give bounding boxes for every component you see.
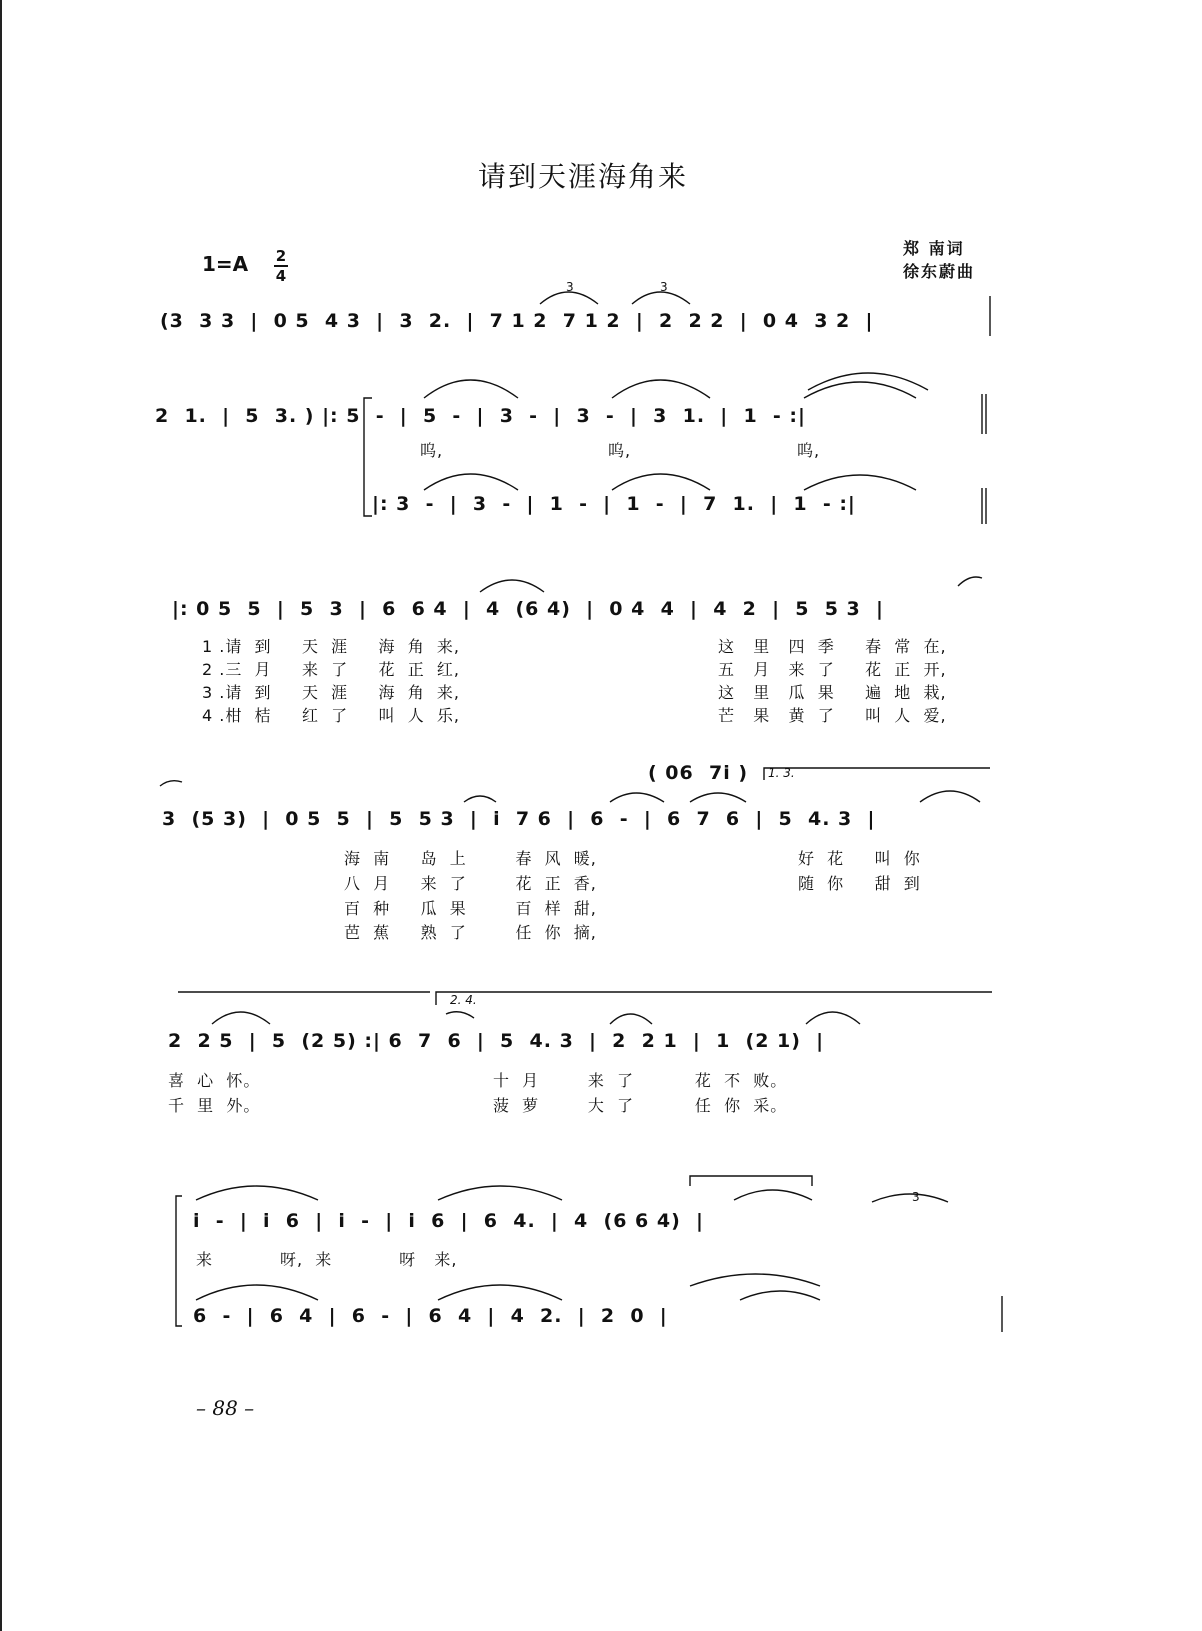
system6-upper-notes: i - | i 6 | i - | i 6 | 6 4. | 4 (6 6 4) | [193,1210,704,1232]
triplet-marker: 3 [566,280,574,294]
system2-lower-notes: |: 3 - | 3 - | 1 - | 1 - | 7 1. | 1 - :| [372,493,856,515]
slur-mark [958,577,982,586]
lyricist-credit: 郑 南词 [903,239,965,258]
verse-lyric: 3 .请 到 天 涯 海 角 来, [202,683,460,702]
verse-lyric: 2 .三 月 来 了 花 正 红, [202,660,460,679]
slur-mark [212,1012,270,1024]
slur-mark [540,292,598,304]
composer-credit: 徐东蔚曲 [903,262,976,281]
lyric-text: 呜, [797,441,821,460]
song-title: 请到天涯海角来 [478,160,689,193]
slur-mark [612,474,710,490]
intro-notes: ( 06 7i ) [648,762,748,784]
slur-mark [160,781,182,786]
slur-mark [610,1014,652,1024]
volta-line [436,992,992,1005]
verse-lyric: 芒 果 黄 了 叫 人 爱, [718,706,947,725]
volta-label: 1. 3. [768,766,795,780]
slur-mark [438,1285,562,1300]
slur-mark [740,1291,820,1300]
slur-mark [446,1012,474,1018]
verse-lyric: 1 .请 到 天 涯 海 角 来, [202,637,460,656]
verse-lyric: 这 里 瓜 果 遍 地 栽, [718,683,947,702]
slur-mark [424,474,518,490]
system-bracket [176,1196,182,1326]
slur-mark [612,380,710,398]
slur-mark [804,382,916,398]
slur-mark [438,1186,562,1200]
verse-lyric: 这 里 四 季 春 常 在, [718,637,947,656]
verse-lyric: 菠 萝 大 了 任 你 采。 [493,1096,788,1115]
slur-mark [734,1190,812,1200]
slur-mark [804,475,916,490]
slur-mark [610,793,664,802]
slur-mark [196,1186,318,1200]
system-bracket [364,398,372,516]
lyric-text: 来 呀, 来 呀 来, [196,1250,458,1269]
triplet-marker: 3 [660,280,668,294]
page-number: – 88 – [196,1396,255,1420]
verse-lyric: 百 种 瓜 果 百 样 甜, [344,899,597,918]
slur-mark [464,796,496,802]
system6-lower-notes: 6 - | 6 4 | 6 - | 6 4 | 4 2. | 2 0 | [193,1305,668,1327]
system1-notes: (3 3 3 | 0 5 4 3 | 3 2. | 7 1 2 7 1 2 | 2 2 2 | 0 4 3 2 | [160,310,874,332]
verse-lyric: 芭 蕉 熟 了 任 你 摘, [344,923,597,942]
system5-notes: 2 2 5 | 5 (2 5) :| 6 7 6 | 5 4. 3 | 2 2 1 | 1 (2 1) | [168,1030,825,1052]
key-signature: 1=A [202,252,249,276]
volta-label: 2. 4. [450,993,477,1007]
tie-mark [690,1176,812,1186]
slur-mark [920,791,980,802]
slur-mark [806,1012,860,1024]
slur-mark [424,380,518,398]
verse-lyric: 喜 心 怀。 [168,1071,261,1090]
slur-mark [632,292,690,304]
system4-notes: 3 (5 3) | 0 5 5 | 5 5 3 | i 7 6 | 6 - | 6 7 6 | 5 4. 3 | [162,808,876,830]
system3-notes: |: 0 5 5 | 5 3 | 6 6 4 | 4 (6 4) | 0 4 4 | 4 2 | 5 5 3 | [172,598,884,620]
slur-mark [690,793,746,802]
verse-lyric: 五 月 来 了 花 正 开, [718,660,947,679]
lyric-text: 呜, [420,441,444,460]
verse-lyric: 海 南 岛 上 春 风 暖, [344,849,597,868]
verse-lyric: 好 花 叫 你 [798,849,921,868]
verse-lyric: 4 .柑 桔 红 了 叫 人 乐, [202,706,460,725]
volta-line [764,768,990,780]
slur-mark [872,1194,948,1202]
verse-lyric: 千 里 外。 [168,1096,261,1115]
verse-lyric: 八 月 来 了 花 正 香, [344,874,597,893]
time-signature-top: 2 [275,247,287,265]
triplet-marker: 3 [912,1190,920,1204]
verse-lyric: 随 你 甜 到 [798,874,921,893]
system2-upper-notes: 2 1. | 5 3. ) |: 5 - | 5 - | 3 - | 3 - | 3 1. | 1 - :| [155,405,806,427]
slur-mark [480,580,544,592]
time-signature-bottom: 4 [275,267,287,285]
slur-mark [196,1285,318,1300]
lyric-text: 呜, [608,441,632,460]
verse-lyric: 十 月 来 了 花 不 败。 [493,1071,788,1090]
slur-mark [690,1274,820,1286]
